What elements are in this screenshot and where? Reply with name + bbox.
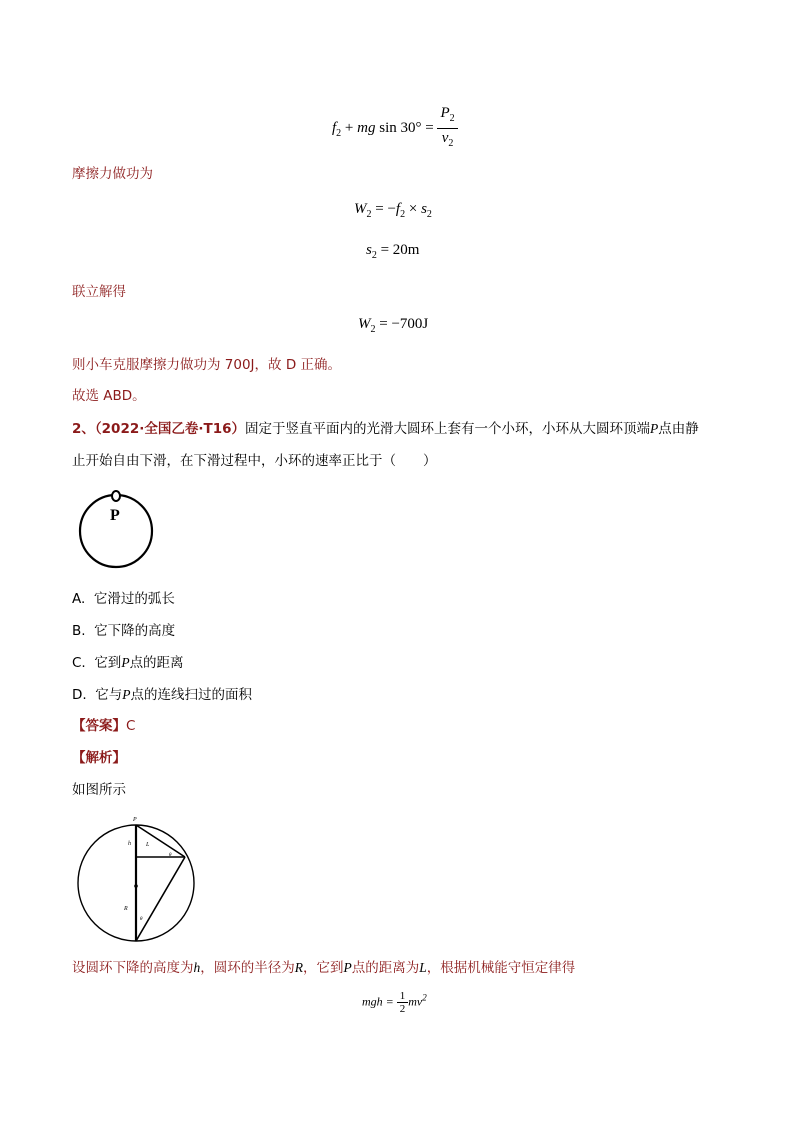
chord-bottom xyxy=(136,857,185,941)
eq-numerator: 1 xyxy=(397,990,409,1003)
eq-subscript: 2 xyxy=(371,250,377,261)
setup-text: ，根据机械能守恒定律得 xyxy=(426,960,576,976)
label-theta-bottom: θ xyxy=(140,917,143,922)
label-h: h xyxy=(128,841,131,847)
eq-symbol: W xyxy=(354,201,367,217)
math-symbol: P xyxy=(121,655,130,670)
eq-symbol: mg xyxy=(357,119,376,136)
equation-result xyxy=(358,316,428,335)
eq-symbol: f xyxy=(332,119,337,136)
large-ring-circle xyxy=(80,495,152,567)
eq-subscript: 2 xyxy=(336,127,342,139)
option-b[interactable] xyxy=(72,621,175,641)
text-conclusion: 则小车克服摩擦力做功为 700J，故 D 正确。 xyxy=(72,357,342,373)
eq-symbol: P xyxy=(440,105,450,121)
equation-distance xyxy=(366,242,419,261)
eq-fraction xyxy=(437,104,457,153)
eq-lhs: mgh = xyxy=(362,994,397,1009)
option-letter: D. xyxy=(72,687,87,703)
equation-power-balance xyxy=(332,104,458,153)
option-letter: A. xyxy=(72,591,86,607)
eq-subscript: 2 xyxy=(449,113,455,124)
label-theta-top: θ xyxy=(169,853,172,858)
eq-operator: = − xyxy=(371,201,396,217)
math-symbol: h xyxy=(193,960,201,975)
option-a[interactable] xyxy=(72,589,175,609)
question-text: 点由静 xyxy=(658,421,699,437)
label-P: P xyxy=(110,507,120,524)
setup-text: 设圆环下降的高度为 xyxy=(72,960,194,976)
figure-ring-diagram xyxy=(72,482,162,572)
text-choose: 故选 ABD。 xyxy=(72,388,146,404)
equation-energy xyxy=(362,990,427,1015)
answer-value: C xyxy=(126,718,136,734)
eq-subscript: 2 xyxy=(370,324,376,335)
question-2-line1 xyxy=(72,419,699,439)
eq-symbol: W xyxy=(358,316,371,332)
question-number: 2、 xyxy=(72,421,95,437)
figure-geometry-diagram xyxy=(74,814,204,946)
question-2-line2: 止开始自由下滑，在下滑过程中，小环的速率正比于（ ） xyxy=(72,453,437,469)
eq-operator: = 20m xyxy=(376,242,420,258)
option-letter: B. xyxy=(72,623,86,639)
option-text: 它滑过的弧长 xyxy=(93,591,175,607)
eq-subscript: 2 xyxy=(400,209,406,220)
eq-operator: sin 30° = xyxy=(375,119,438,136)
text-as-shown: 如图所示 xyxy=(72,782,126,798)
setup-text: ，它到 xyxy=(303,960,344,976)
math-symbol: P xyxy=(343,960,352,975)
option-text: 它下降的高度 xyxy=(94,623,176,639)
eq-rhs: mv xyxy=(408,994,423,1009)
eq-subscript: 2 xyxy=(366,209,372,220)
label-L: L xyxy=(146,842,150,848)
math-symbol: P xyxy=(122,687,131,702)
eq-operator: + xyxy=(341,119,358,136)
eq-subscript: 2 xyxy=(426,209,432,220)
eq-symbol: s xyxy=(366,242,372,258)
eq-symbol: s xyxy=(421,201,427,217)
math-symbol: R xyxy=(294,960,303,975)
setup-text: 点的距离为 xyxy=(351,960,420,976)
setup-line xyxy=(72,958,575,978)
math-symbol: L xyxy=(419,960,427,975)
eq-superscript: 2 xyxy=(422,992,427,1003)
small-ring-icon xyxy=(112,491,120,501)
equation-work xyxy=(354,201,432,220)
answer-tag: 【答案】 xyxy=(72,718,126,734)
question-source: （2022·全国乙卷·T16） xyxy=(94,421,245,437)
option-letter: C. xyxy=(72,655,86,671)
eq-fraction xyxy=(397,990,409,1015)
eq-denominator: 2 xyxy=(399,1003,406,1015)
option-c[interactable] xyxy=(72,653,184,673)
option-text: 它到 xyxy=(94,655,122,671)
eq-operator: × xyxy=(405,201,422,217)
option-text: 它与 xyxy=(95,687,123,703)
text-combine: 联立解得 xyxy=(72,284,126,300)
label-R: R xyxy=(124,906,128,912)
analysis-tag: 【解析】 xyxy=(72,750,126,766)
option-d[interactable] xyxy=(72,685,252,705)
text-friction-work: 摩擦力做功为 xyxy=(72,166,153,182)
label-P: P xyxy=(133,817,137,823)
math-symbol: P xyxy=(649,421,659,436)
setup-text: ，圆环的半径为 xyxy=(200,960,295,976)
option-text: 点的距离 xyxy=(129,655,184,671)
eq-symbol: v xyxy=(441,130,449,146)
question-text: 固定于竖直平面内的光滑大圆环上套有一个小环，小环从大圆环顶端 xyxy=(244,421,650,437)
eq-operator: = −700J xyxy=(375,316,429,332)
center-dot xyxy=(134,884,138,888)
eq-symbol: f xyxy=(395,201,401,217)
answer-line xyxy=(72,716,135,736)
option-text: 点的连线扫过的面积 xyxy=(130,687,253,703)
eq-subscript: 2 xyxy=(448,138,454,149)
